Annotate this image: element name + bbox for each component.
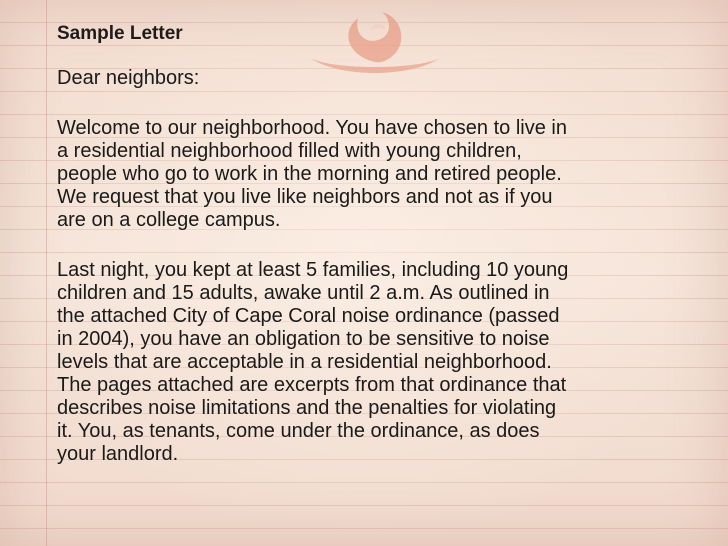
letter-body [57,22,697,493]
salutation: Dear neighbors: [57,67,200,89]
letter-heading: Sample Letter [57,23,183,44]
margin-line [46,0,47,546]
paragraph-welcome: Welcome to our neighborhood. You have chosen to live in a residential neighborhood filled with young children, people who go to work in the morning and retired people. We request that you live like neighbors and not as if you are on a college campus. [57,117,567,231]
paragraph-noise-complaint: Last night, you kept at least 5 families, including 10 young children and 15 adults, awake until 2 a.m. As outlined in the attached City of Cape Coral noise ordinance (passed in 2004), you have an obligation to be sensitive to noise levels that are acceptable in a residential neighborhood. The pages attached are excerpts from that ordinance that describes noise limitations and the penalties for violating it. You, as tenants, come under the ordinance, as does your landlord. [57,259,569,465]
